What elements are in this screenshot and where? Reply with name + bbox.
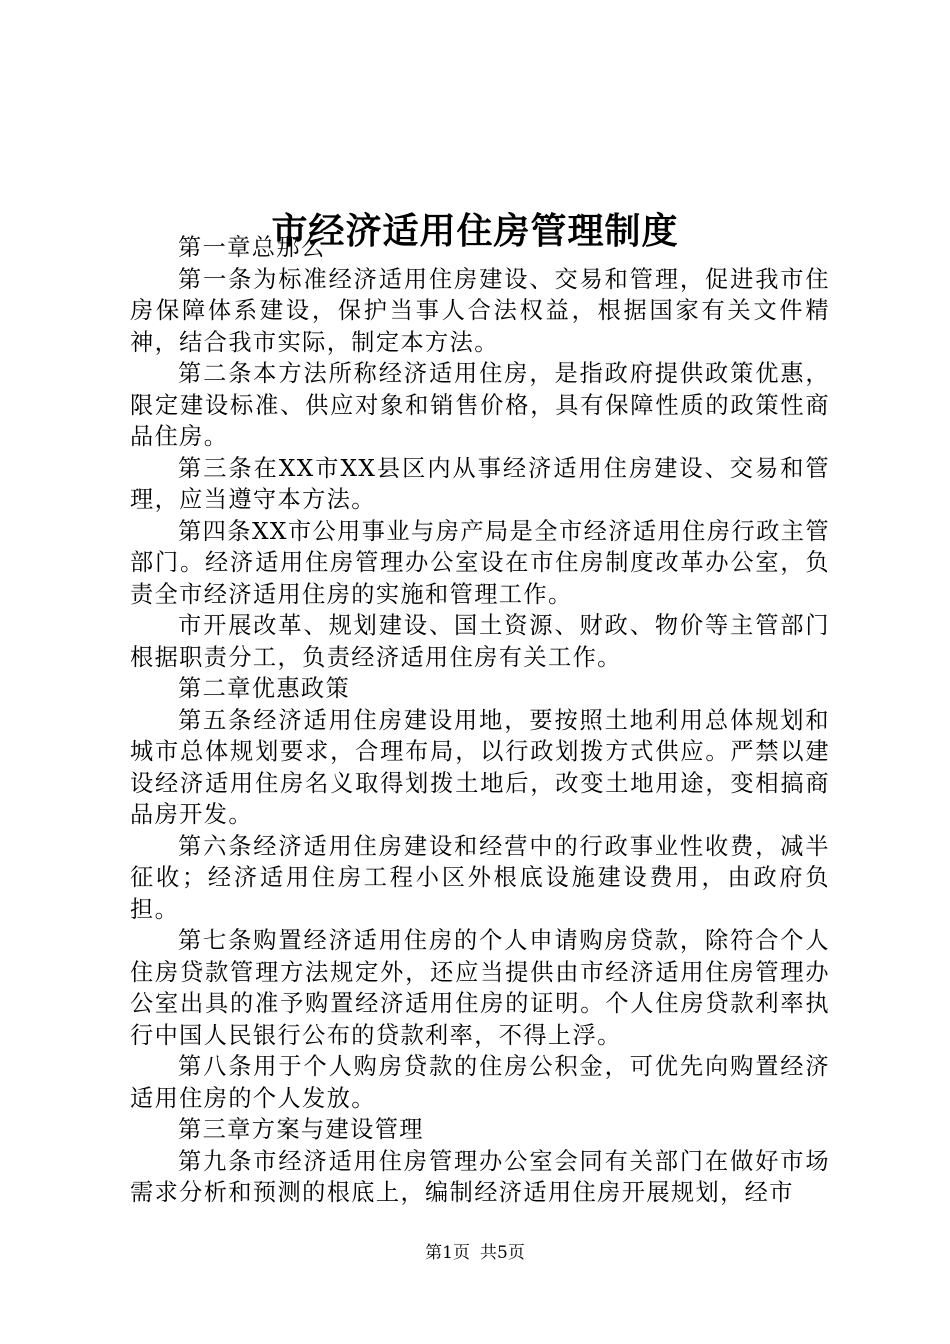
article-paragraph: 第八条用于个人购房贷款的住房公积金，可优先向购置经济适用住房的个人发放。 — [130, 1053, 830, 1112]
page-number: 第1页 — [425, 1243, 470, 1263]
document-body — [130, 232, 830, 1209]
page-total: 共5页 — [480, 1243, 525, 1263]
article-paragraph: 第二条本方法所称经济适用住房，是指政府提供政策优惠，限定建设标准、供应对象和销售价格，具有保障性质的政策性商品住房。 — [130, 360, 830, 450]
article-paragraph: 第五条经济适用住房建设用地，要按照土地利用总体规划和城市总体规划要求，合理布局，以行政划拨方式供应。严禁以建设经济适用住房名义取得划拨土地后，改变土地用途，变相搞商品房开发。 — [130, 706, 830, 828]
article-paragraph: 第九条市经济适用住房管理办公室会同有关部门在做好市场需求分析和预测的根底上，编制经济适用住房开展规划，经市 — [130, 1147, 830, 1206]
article-paragraph: 第三条在XX市XX县区内从事经济适用住房建设、交易和管理，应当遵守本方法。 — [130, 454, 830, 513]
article-paragraph: 第一条为标准经济适用住房建设、交易和管理，促进我市住房保障体系建设，保护当事人合法权益，根据国家有关文件精神，结合我市实际，制定本方法。 — [130, 265, 830, 356]
article-paragraph: 第七条购置经济适用住房的个人申请购房贷款，除符合个人住房贷款管理方法规定外，还应当提供由市经济适用住房管理办公室出具的准予购置经济适用住房的证明。个人住房贷款利率执行中国人民银行公布的贷款利率，不得上浮。 — [130, 927, 830, 1049]
page-title: 市经济适用住房管理制度 — [271, 210, 679, 253]
article-paragraph: 第四条XX市公用事业与房产局是全市经济适用住房行政主管部门。经济适用住房管理办公室设在市住房制度改革办公室，负责全市经济适用住房的实施和管理工作。 — [130, 517, 830, 608]
article-paragraph: 市开展改革、规划建设、国土资源、财政、物价等主管部门根据职责分工，负责经济适用住房有关工作。 — [130, 612, 830, 671]
chapter-heading: 第一章总那么 — [178, 234, 326, 261]
article-paragraph: 第六条经济适用住房建设和经营中的行政事业性收费，减半征收；经济适用住房工程小区外根底设施建设费用，由政府负担。 — [130, 832, 830, 923]
chapter-heading: 第三章方案与建设管理 — [178, 1116, 424, 1143]
page-footer — [0, 1241, 950, 1265]
chapter-heading: 第二章优惠政策 — [178, 675, 351, 702]
